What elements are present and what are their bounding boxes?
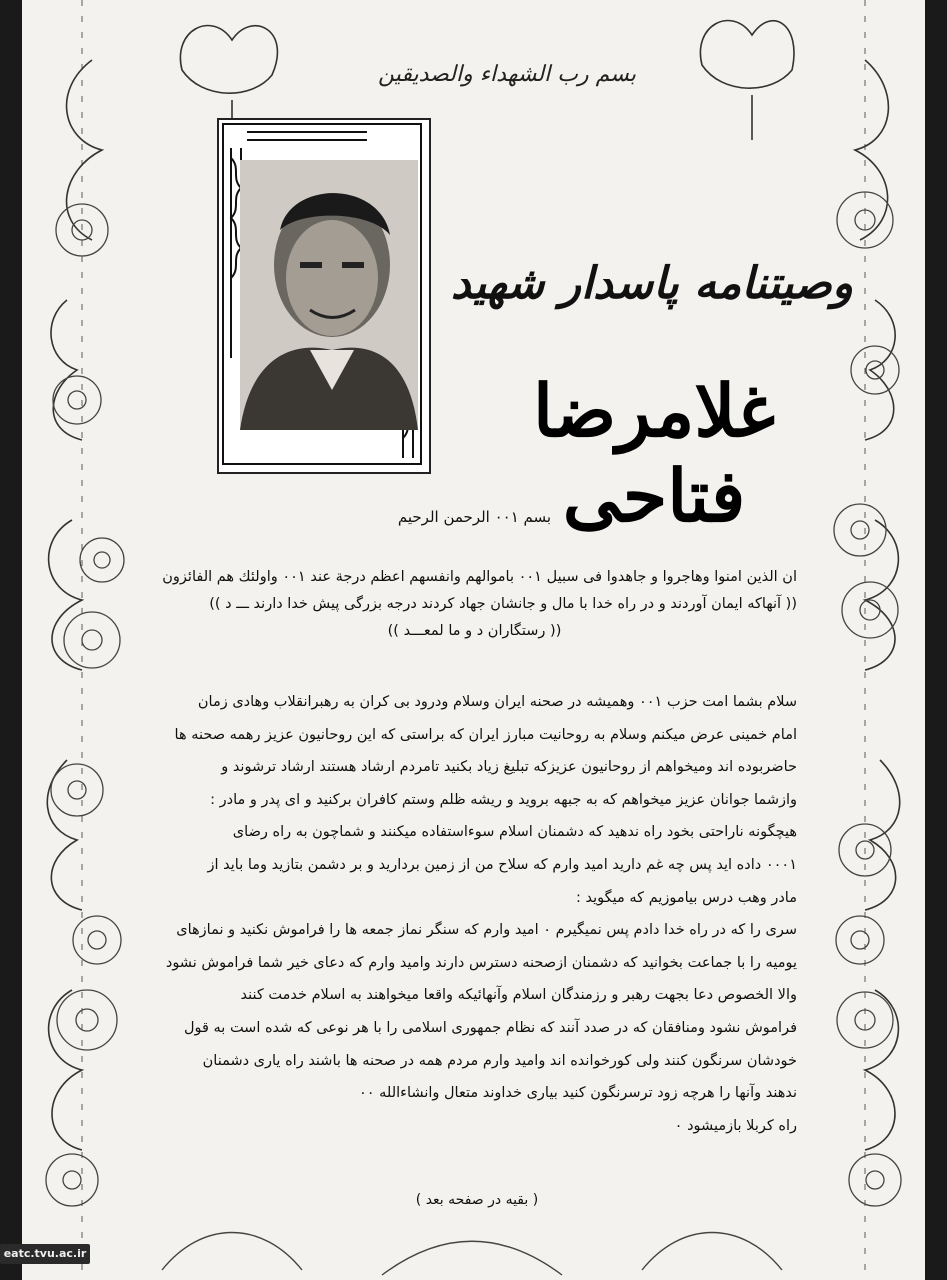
body-line: یومیه را با جماعت بخوانید که دشمنان ازصحنه دسترس دارند وامید وارم که دعای خیر شما فراموش نشود [165, 954, 797, 971]
top-invocation: بسم رب الشهداء والصدیقین [378, 62, 636, 87]
site-watermark: eatc.tvu.ac.ir [0, 1244, 90, 1264]
body-line: هیچگونه ناراحتی بخود راه ندهید که دشمنان اسلام سوءاستفاده میکنند و شماچون به راه رضای [232, 824, 797, 841]
body-line: والا الخصوص دعا بجهت رهبر و رزمندگان اسلام وآنهائیکه واقعا میخواهند به اسلام خدمت کنند [240, 987, 797, 1004]
verse-line: ان الذین امنوا وهاجروا و جاهدوا فی سبیل ۰۰۱ باموالهم وانفسهم اعظم درجة عند ۰۰۱ واولئك هم الفائزون [162, 569, 797, 585]
body-line: وازشما جوانان عزیز میخواهم که به جبهه بروید و ریشه ظلم وستم کافران برکنید و ای پدر و مادر : [210, 791, 797, 808]
body-line: خودشان سرنگون کنند ولی کورخوانده اند وامید وارم مردم همه در صحنه ها باشند راه یاری دشمنان [202, 1052, 797, 1069]
body-line: ۰۰۰۱ داده اید پس چه غم دارید امید وارم که سلاح من از زمین بردارید و بر دشمن بتازید وما باید از [207, 856, 797, 873]
quran-verse [152, 564, 797, 645]
body-line: امام خمینی عرض میکنم وسلام به روحانیت مبارز ایران که براستی که این روحانیون عزیز رهمه صحنه ها [174, 726, 797, 743]
body-line: سلام بشما امت حزب ۰۰۱ وهمیشه در صحنه ایران وسلام ودرود بی کران به رهبرانقلاب وهادی زمان [197, 694, 797, 710]
portrait-photo [240, 160, 418, 430]
floral-border-left [22, 0, 142, 1280]
document-title: وصیتنامه پاسدار شهید [450, 258, 854, 309]
bismillah-line: بسم ۰۰۱ الرحمن الرحیم [397, 508, 552, 526]
body-line: ندهند وآنها را هرچه زود ترسرنگون کنید بیاری خداوند متعال وانشاءالله ۰۰ [358, 1085, 797, 1102]
martyr-name: غلامرضا فتاحی [533, 368, 775, 538]
will-body-text [152, 686, 797, 1142]
portrait-silhouette [240, 160, 418, 430]
continued-note: ( بقیه در صفحه بعد ) [415, 1192, 539, 1208]
body-line: سری را که در راه خدا دادم پس نمیگیرم ۰ امید وارم که سنگر نماز جمعه ها را فراموش نکنید و نمازهای [176, 922, 797, 939]
body-line: راه کربلا بازمیشود ۰ [674, 1117, 797, 1134]
body-line: حاضربوده اند ومیخواهم از روحانیون عزیزکه تبلیغ زیاد بکنید تامردم ارشاد هستند ارشاد ترشوند و [221, 759, 797, 776]
floral-border-right [805, 0, 925, 1280]
verse-translation-line: (( آنهاکه ایمان آوردند و در راه خدا با مال و جانشان جهاد کردند درجه بزرگی پیش خدا دارند ـــ د )) [209, 596, 797, 612]
verse-translation-line: (( رستگاران د و ما لمعـــد )) [387, 623, 562, 639]
document-page [22, 0, 925, 1280]
body-line: فراموش نشود ومنافقان که در صدد آنند که نظام جمهوری اسلامی را با هر نوعی که شده است به قول [183, 1019, 797, 1036]
body-line: مادر وهب درس بیاموزیم که میگوید : [576, 889, 797, 906]
